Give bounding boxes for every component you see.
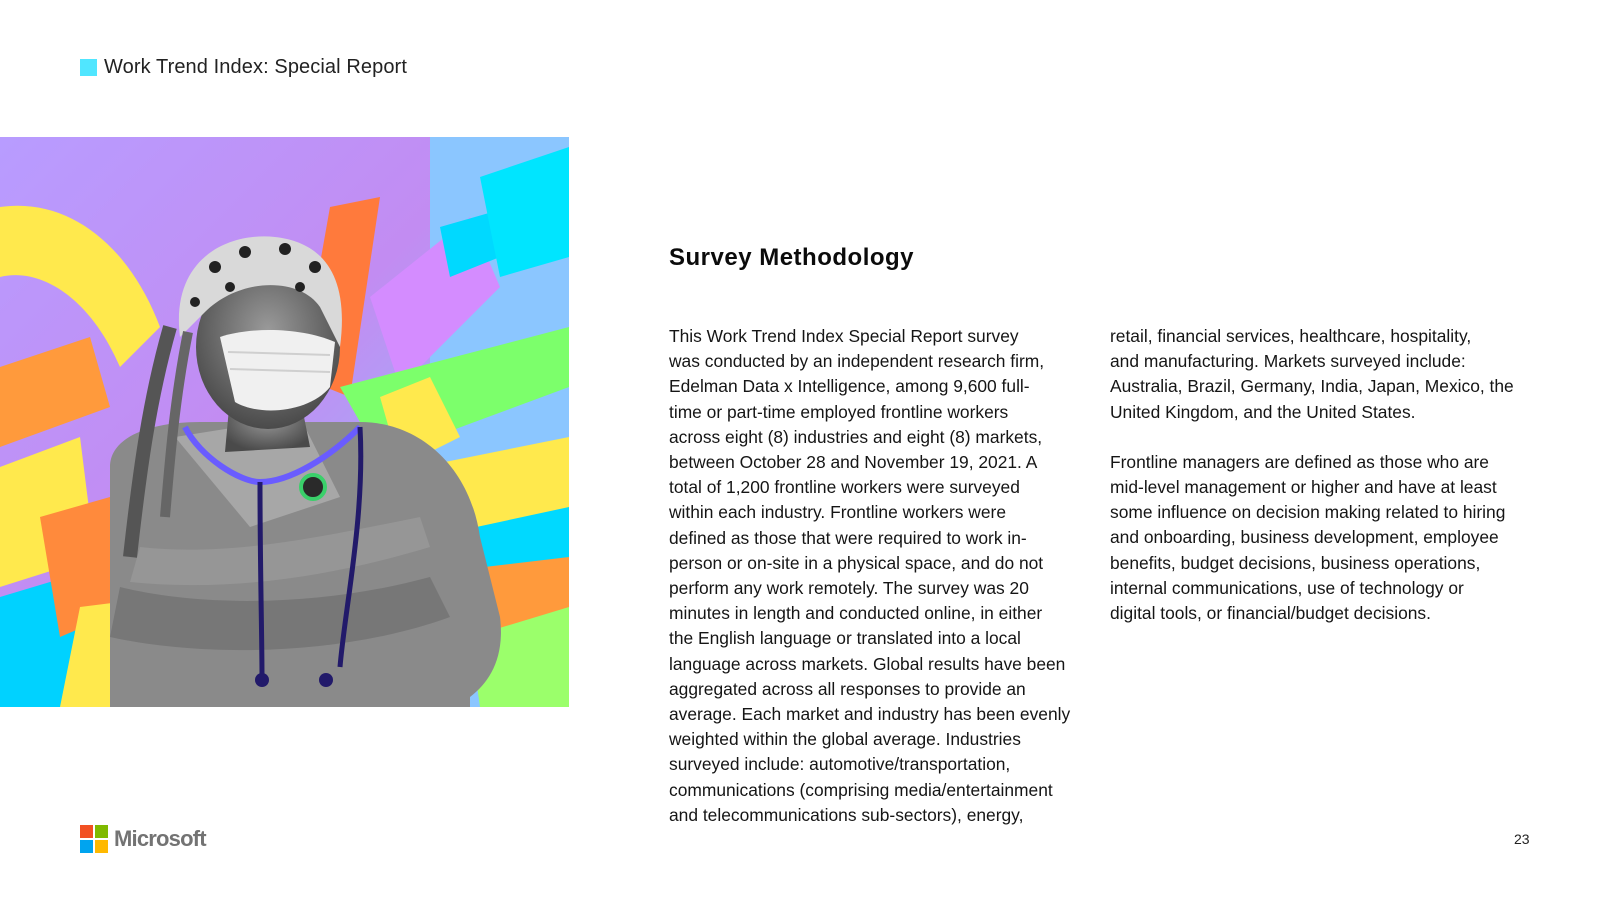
logo-square-green — [95, 825, 108, 838]
text-line: minutes in length and conducted online, in either — [669, 603, 1043, 624]
page-number: 23 — [1514, 831, 1530, 847]
text-line: This Work Trend Index Special Report survey — [669, 326, 1019, 346]
logo-square-yellow — [95, 840, 108, 853]
text-line: was conducted by an independent research firm, — [669, 351, 1045, 372]
methodology-column-right — [1110, 324, 1550, 626]
methodology-paragraph-2 — [1110, 450, 1550, 626]
text-line: the English language or translated into a local — [669, 628, 1021, 649]
header-accent-square — [80, 59, 97, 76]
microsoft-wordmark: Microsoft — [114, 826, 206, 851]
methodology-column-left — [669, 324, 1094, 828]
text-line: retail, financial services, healthcare, hospitality, — [1110, 326, 1472, 346]
microsoft-logo-icon — [80, 825, 108, 853]
text-line: person or on-site in a physical space, and do not — [669, 552, 1044, 573]
text-line: communications (comprising media/entertainment — [669, 779, 1053, 800]
section-title: Survey Methodology — [669, 244, 915, 271]
text-line: aggregated across all responses to provide an — [669, 678, 1026, 699]
text-line: total of 1,200 frontline workers were surveyed — [669, 477, 1020, 498]
text-line: time or part-time employed frontline workers — [669, 401, 1009, 422]
text-line: Edelman Data x Intelligence, among 9,600 full- — [669, 376, 1030, 397]
text-line: surveyed include: automotive/transportation, — [669, 754, 1011, 775]
text-line: average. Each market and industry has been evenly — [669, 704, 1071, 725]
text-line: and manufacturing. Markets surveyed include: — [1110, 351, 1466, 372]
text-line: between October 28 and November 19, 2021. A — [669, 452, 1038, 473]
text-line: language across markets. Global results have been — [669, 653, 1066, 674]
text-line: internal communications, use of technology or — [1110, 577, 1464, 598]
hero-photo — [0, 137, 569, 707]
text-line: Australia, Brazil, Germany, India, Japan, Mexico, the — [1110, 376, 1514, 397]
text-line: benefits, budget decisions, business operations, — [1110, 552, 1481, 573]
text-line: and onboarding, business development, employee — [1110, 527, 1499, 548]
text-line: within each industry. Frontline workers were — [669, 502, 1006, 523]
methodology-paragraph-1-continued — [1110, 324, 1550, 425]
report-header — [80, 56, 407, 79]
logo-square-red — [80, 825, 93, 838]
text-line: Frontline managers are defined as those who are — [1110, 451, 1489, 472]
text-line: weighted within the global average. Industries — [669, 729, 1021, 750]
logo-square-blue — [80, 840, 93, 853]
text-line: and telecommunications sub-sectors), energy, — [669, 804, 1024, 825]
hero-photo-illustration — [0, 137, 569, 707]
text-line: digital tools, or financial/budget decisions. — [1110, 603, 1431, 624]
report-title: Work Trend Index: Special Report — [104, 56, 407, 78]
text-line: United Kingdom, and the United States. — [1110, 401, 1416, 422]
text-line: defined as those that were required to work in- — [669, 527, 1027, 548]
text-line: across eight (8) industries and eight (8) markets, — [669, 426, 1043, 447]
text-line: some influence on decision making related to hiring — [1110, 502, 1506, 523]
methodology-paragraph-1 — [669, 324, 1094, 828]
text-line: mid-level management or higher and have at least — [1110, 477, 1497, 498]
text-line: perform any work remotely. The survey was 20 — [669, 578, 1029, 599]
microsoft-logo — [80, 825, 206, 853]
